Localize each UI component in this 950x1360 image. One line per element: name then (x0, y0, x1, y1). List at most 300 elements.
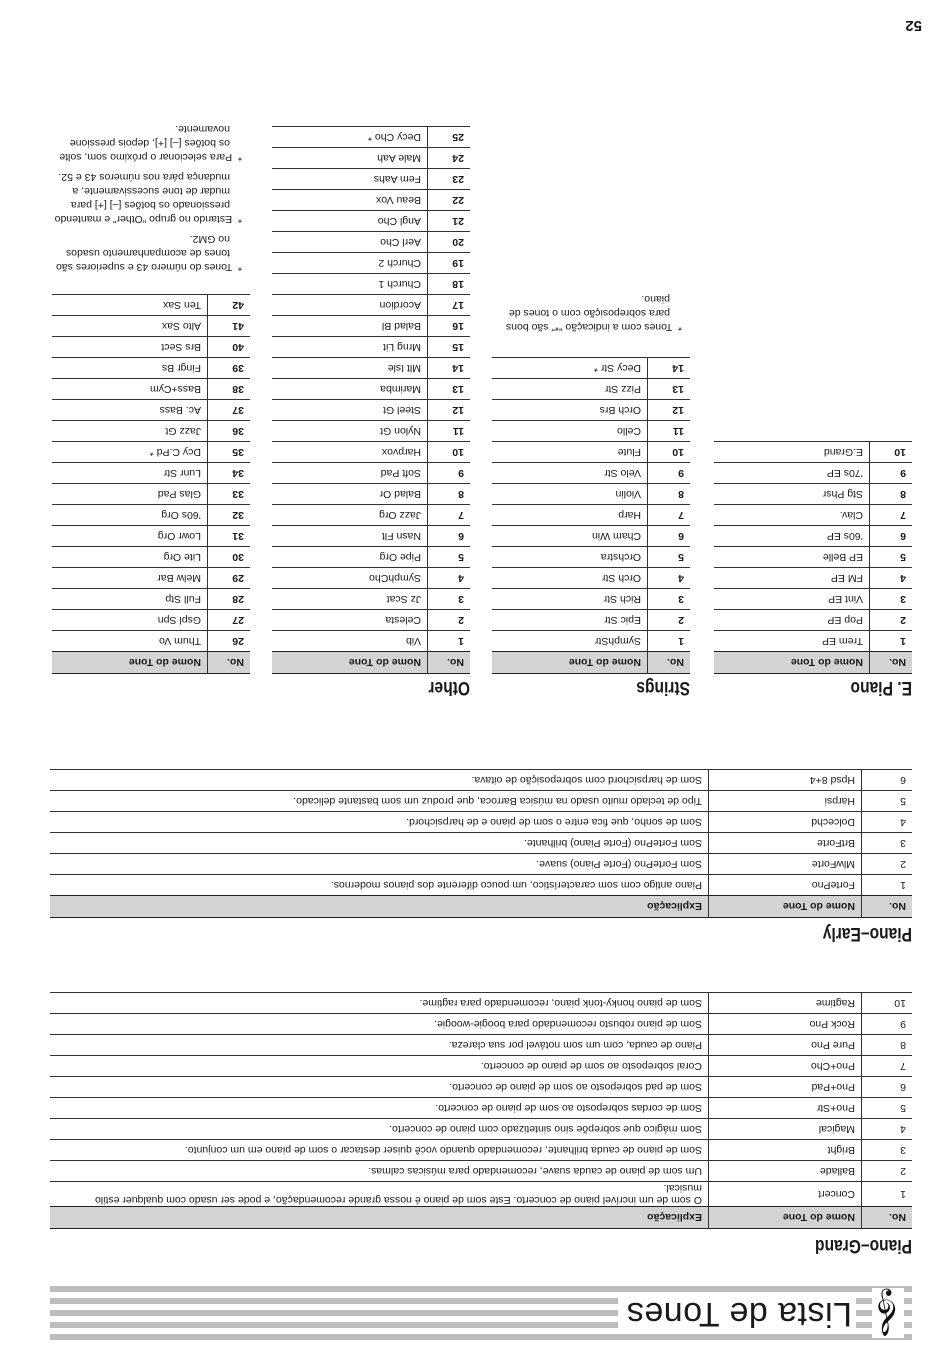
tone-name: Orch Brs (492, 400, 648, 421)
tone-name: Church 2 (272, 253, 428, 274)
table-row (272, 610, 470, 631)
section-title-other: Other (428, 677, 470, 698)
tone-description: Piano de cauda, com um som notável por sua clareza. (50, 1035, 709, 1056)
tone-number: 15 (428, 337, 471, 358)
tone-name: Jazz Org (272, 505, 428, 526)
tone-name: Melw Bar (52, 568, 208, 589)
tone-name: SymphCho (272, 568, 428, 589)
column-header-no: No. (862, 1207, 913, 1229)
table-row (492, 400, 690, 421)
tone-number: 35 (208, 442, 251, 463)
tone-number: 31 (208, 526, 251, 547)
tone-number: 23 (428, 169, 471, 190)
footnote: * Para selecionar o próximo som, solte os botões [–] [+], depois pressione novamente. (59, 123, 242, 163)
tone-number: 4 (862, 812, 913, 833)
banner-stripe (50, 1286, 912, 1292)
tone-number: 5 (648, 547, 691, 568)
tone-number: 1 (428, 631, 471, 652)
table-row (52, 568, 250, 589)
tone-name: Pno+Str (709, 1098, 862, 1119)
column-header-name: Nome do Tone (709, 1207, 862, 1229)
tone-number: 2 (428, 610, 471, 631)
page-number: 52 (905, 17, 922, 34)
tone-name: Hpsd 8+4 (709, 770, 862, 791)
tone-name: Mlt Isle (272, 358, 428, 379)
tone-number: 13 (428, 379, 471, 400)
tone-name: SymphStr (492, 631, 648, 652)
tone-number: 24 (428, 148, 471, 169)
tone-name: Full Stp (52, 589, 208, 610)
tone-name: Trem EP (714, 631, 870, 652)
tone-name: Dcy C.Pd * (52, 442, 208, 463)
table-row (272, 127, 470, 148)
table-row (50, 770, 912, 791)
tone-description: Som de pad sobreposto ao som de piano de concerto. (50, 1077, 709, 1098)
tone-name: Bass+Cym (52, 379, 208, 400)
other-table-continued (52, 294, 250, 674)
tone-name: Angl Cho (272, 211, 428, 232)
section-title-e-piano: E. Piano (850, 677, 912, 698)
column-header-name: Nome do Tone (709, 896, 862, 918)
table-row (492, 610, 690, 631)
tone-number: 4 (428, 568, 471, 589)
tone-number: 12 (648, 400, 691, 421)
table-row (52, 316, 250, 337)
section-title-piano-early: Piano–Early (822, 923, 912, 944)
tone-name: Ragtime (709, 993, 862, 1014)
tone-name: Vint EP (714, 589, 870, 610)
table-row (272, 253, 470, 274)
tone-number: 3 (648, 589, 691, 610)
tone-name: Magical (709, 1119, 862, 1140)
tone-name: Vib (272, 631, 428, 652)
tone-number: 6 (862, 1077, 913, 1098)
tone-number: 42 (208, 295, 251, 316)
tone-name: Pipe Org (272, 547, 428, 568)
tone-name: Mrng Lit (272, 337, 428, 358)
tone-name: Harpvox (272, 442, 428, 463)
tone-number: 13 (648, 379, 691, 400)
tone-number: 19 (428, 253, 471, 274)
table-row (272, 505, 470, 526)
table-row (272, 211, 470, 232)
tone-number: 11 (648, 421, 691, 442)
tone-description: Um som de piano de cauda suave, recomendado para músicas calmas. (50, 1161, 709, 1182)
tone-name: Orch Str (492, 568, 648, 589)
table-row (714, 505, 912, 526)
table-row (50, 833, 912, 854)
tone-name: FortePno (709, 875, 862, 896)
tone-number: 1 (648, 631, 691, 652)
tone-name: Male Aah (272, 148, 428, 169)
section-title-strings: Strings (636, 677, 690, 698)
tone-number: 3 (870, 589, 913, 610)
tone-number: 1 (862, 875, 913, 896)
table-row (272, 547, 470, 568)
tone-number: 26 (208, 631, 251, 652)
table-row (50, 1161, 912, 1182)
tone-number: 5 (862, 1098, 913, 1119)
table-row (492, 463, 690, 484)
table-row (50, 1182, 912, 1207)
tone-name: FM EP (714, 568, 870, 589)
tone-number: 20 (428, 232, 471, 253)
footnote-text: Tones com a indicação “*” são bons para sobreposição com o tones de piano. (505, 293, 673, 333)
tone-name: Ten Sax (52, 295, 208, 316)
tone-name: Nasn Flt (272, 526, 428, 547)
strings-footnote: * Tones com a indicação “*” são bons para sobreposição com o tones de piano. (505, 293, 682, 333)
tone-number: 30 (208, 547, 251, 568)
tone-name: Violin (492, 484, 648, 505)
tone-name: Jazz Gt (52, 421, 208, 442)
tone-name: Church 1 (272, 274, 428, 295)
tone-description: Tipo de teclado muito usado na música Barroca, que produz um som bastante delicado. (50, 791, 709, 812)
tone-name: ’60s Org (52, 505, 208, 526)
table-row (272, 295, 470, 316)
tone-name: Decy Str * (492, 358, 648, 379)
tone-name: Acordion (272, 295, 428, 316)
footnote-text: Estando no grupo “Other” e mantendo pressionado os botões [–] [+] para mudar de tone sucessivamente, a mudança pára nos números 43 e 52. (54, 171, 233, 225)
tone-name: MlwForte (709, 854, 862, 875)
tone-number: 10 (428, 442, 471, 463)
tone-number: 33 (208, 484, 251, 505)
table-row (492, 505, 690, 526)
table-row (52, 295, 250, 316)
tone-number: 22 (428, 190, 471, 211)
tone-name: Lunr Str (52, 463, 208, 484)
tone-number: 3 (428, 589, 471, 610)
tone-number: 9 (428, 463, 471, 484)
table-row (714, 589, 912, 610)
tone-number: 5 (870, 547, 913, 568)
tone-number: 1 (870, 631, 913, 652)
treble-clef-icon: 𝄞 (872, 1288, 904, 1338)
tone-number: 10 (870, 442, 913, 463)
tone-number: 6 (862, 770, 913, 791)
tone-description: Som mágico que sobrepõe sino sintetizado com piano de concerto. (50, 1119, 709, 1140)
tone-name: Bright (709, 1140, 862, 1161)
table-row (272, 358, 470, 379)
table-row (272, 337, 470, 358)
tone-name: Lite Org (52, 547, 208, 568)
table-row (52, 526, 250, 547)
tone-name: Pop EP (714, 610, 870, 631)
table-row (50, 812, 912, 833)
tone-number: 12 (428, 400, 471, 421)
column-header-name: Nome do Tone (714, 652, 870, 674)
column-header-no: No. (870, 652, 913, 674)
table-row (492, 547, 690, 568)
tone-number: 37 (208, 400, 251, 421)
table-row (50, 1098, 912, 1119)
tone-name: Aerl Cho (272, 232, 428, 253)
tone-number: 9 (870, 463, 913, 484)
table-row (492, 526, 690, 547)
table-row (492, 442, 690, 463)
tone-number: 11 (428, 421, 471, 442)
table-row (714, 484, 912, 505)
tone-description: Coral sobreposto ao som de piano de concerto. (50, 1056, 709, 1077)
table-row (272, 589, 470, 610)
tone-name: ’60s EP (714, 526, 870, 547)
table-row (272, 379, 470, 400)
tone-number: 36 (208, 421, 251, 442)
table-row (714, 610, 912, 631)
tone-name: Flute (492, 442, 648, 463)
tone-number: 6 (428, 526, 471, 547)
column-header-no: No. (862, 896, 913, 918)
tone-number: 14 (648, 358, 691, 379)
table-row (714, 568, 912, 589)
table-row (714, 463, 912, 484)
tone-name: Stg Phsr (714, 484, 870, 505)
tone-number: 16 (428, 316, 471, 337)
table-row (492, 568, 690, 589)
table-row (272, 442, 470, 463)
tone-number: 9 (648, 463, 691, 484)
tone-description: Som de harpsichord com sobreposição de oitava. (50, 770, 709, 791)
section-title-piano-grand: Piano–Grand (815, 1235, 912, 1256)
table-row (52, 547, 250, 568)
tone-number: 38 (208, 379, 251, 400)
tone-name: Rich Str (492, 589, 648, 610)
table-row (50, 1014, 912, 1035)
tone-description: Som de sonho, que fica entre o som de piano e de harpsichord. (50, 812, 709, 833)
piano-early-table (50, 769, 912, 918)
table-row (50, 1119, 912, 1140)
tone-number: 2 (862, 854, 913, 875)
tone-name: Orchstra (492, 547, 648, 568)
column-header-name: Nome do Tone (492, 652, 648, 674)
other-footnotes (54, 116, 242, 274)
footnote-text: Para selecionar o próximo som, solte os botões [–] [+], depois pressione novamente. (59, 123, 233, 163)
tone-name: Ac. Bass (52, 400, 208, 421)
column-header-description: Explicação (50, 896, 709, 918)
tone-description: Som FortePno (Forte Piano) brilhante. (50, 833, 709, 854)
banner-stripe (50, 1334, 912, 1340)
tone-name: BrtForte (709, 833, 862, 854)
column-header-no: No. (208, 652, 251, 674)
tone-number: 7 (862, 1056, 913, 1077)
tone-number: 28 (208, 589, 251, 610)
footnote-text: Tones do número 43 e superiores são tones de acompanhamento usados no GM2. (55, 233, 233, 273)
tone-number: 2 (870, 610, 913, 631)
tone-number: 2 (862, 1161, 913, 1182)
tone-number: 32 (208, 505, 251, 526)
tone-number: 8 (648, 484, 691, 505)
column-header-no: No. (428, 652, 471, 674)
tone-name: Gspl Spn (52, 610, 208, 631)
footnote: * Tones do número 43 e superiores são tones de acompanhamento usados no GM2. (55, 233, 242, 273)
table-row (52, 589, 250, 610)
table-row (52, 610, 250, 631)
table-row (272, 484, 470, 505)
tone-name: Steel Gt (272, 400, 428, 421)
table-row (272, 148, 470, 169)
table-row (272, 274, 470, 295)
tone-number: 5 (428, 547, 471, 568)
table-row (272, 568, 470, 589)
tone-number: 4 (648, 568, 691, 589)
tone-name: Velo Str (492, 463, 648, 484)
tone-name: Dolcechd (709, 812, 862, 833)
tone-number: 7 (428, 505, 471, 526)
table-row (52, 358, 250, 379)
tone-description: Som de piano robusto recomendado para boogie-woogie. (50, 1014, 709, 1035)
tone-number: 6 (648, 526, 691, 547)
tone-number: 8 (428, 484, 471, 505)
tone-number: 34 (208, 463, 251, 484)
column-header-name: Nome do Tone (272, 652, 428, 674)
table-row (50, 854, 912, 875)
tone-name: Soft Pad (272, 463, 428, 484)
tone-number: 3 (862, 1140, 913, 1161)
tone-name: Rock Pno (709, 1014, 862, 1035)
table-row (272, 190, 470, 211)
tone-description: Piano antigo com som característico, um pouco diferente dos pianos modernos. (50, 875, 709, 896)
tone-number: 21 (428, 211, 471, 232)
e-piano-table (714, 441, 912, 674)
table-row (52, 505, 250, 526)
table-row (50, 791, 912, 812)
tone-description: Som de piano de cauda brilhante, recomendado quando você quiser destacar o som de piano em um conjunto. (50, 1140, 709, 1161)
table-row (50, 875, 912, 896)
tone-number: 3 (862, 833, 913, 854)
tone-name: Celesta (272, 610, 428, 631)
tone-number: 27 (208, 610, 251, 631)
tone-name: Cello (492, 421, 648, 442)
tone-number: 18 (428, 274, 471, 295)
page-title: Lista de Tones (618, 1294, 856, 1334)
tone-name: Ballade (709, 1161, 862, 1182)
tone-number: 10 (862, 993, 913, 1014)
tone-description: Som FortePno (Forte Piano) suave. (50, 854, 709, 875)
tone-description: Som de piano honky-tonk piano, recomendado para ragtime. (50, 993, 709, 1014)
tone-number: 6 (870, 526, 913, 547)
table-row (714, 526, 912, 547)
tone-description: Som de cordas sobreposto ao som de piano de concerto. (50, 1098, 709, 1119)
tone-name: Epic Str (492, 610, 648, 631)
table-row (272, 463, 470, 484)
table-row (50, 1056, 912, 1077)
table-row (272, 631, 470, 652)
column-header-description: Explicação (50, 1207, 709, 1229)
tone-name: Decy Cho * (272, 127, 428, 148)
table-row (492, 421, 690, 442)
tone-number: 39 (208, 358, 251, 379)
tone-name: Balad Or (272, 484, 428, 505)
column-header-no: No. (648, 652, 691, 674)
tone-name: Concert (709, 1182, 862, 1207)
other-table (272, 126, 470, 674)
tone-number: 14 (428, 358, 471, 379)
table-row (52, 337, 250, 358)
tone-number: 7 (648, 505, 691, 526)
table-row (272, 232, 470, 253)
tone-number: 8 (870, 484, 913, 505)
tone-name: Beau Vox (272, 190, 428, 211)
table-row (272, 526, 470, 547)
table-row (492, 379, 690, 400)
table-row (52, 484, 250, 505)
table-row (50, 993, 912, 1014)
table-row (272, 316, 470, 337)
table-row (52, 442, 250, 463)
tone-number: 4 (870, 568, 913, 589)
tone-name: Fem Aahs (272, 169, 428, 190)
tone-number: 40 (208, 337, 251, 358)
tone-number: 1 (862, 1182, 913, 1207)
tone-description: O som de um incrível piano de concerto. Este som de piano é nossa grande recomendação, e pode ser usado com qualquer estilo musical. (50, 1182, 709, 1207)
tone-number: 4 (862, 1119, 913, 1140)
table-row (52, 400, 250, 421)
table-row (52, 463, 250, 484)
tone-number: 8 (862, 1035, 913, 1056)
table-row (714, 547, 912, 568)
tone-name: E.Grand (714, 442, 870, 463)
column-header-name: Nome do Tone (52, 652, 208, 674)
footnote: * Estando no grupo “Other” e mantendo pressionado os botões [–] [+] para mudar de tone sucessivamente, a mudança pára nos números 43 e 52. (54, 171, 242, 225)
tone-name: Alto Sax (52, 316, 208, 337)
tone-number: 41 (208, 316, 251, 337)
tone-number: 5 (862, 791, 913, 812)
tone-name: Lowr Org (52, 526, 208, 547)
table-row (714, 631, 912, 652)
tone-name: Pure Pno (709, 1035, 862, 1056)
table-row (492, 631, 690, 652)
piano-grand-table (50, 992, 912, 1229)
page-banner (50, 1286, 912, 1340)
table-row (272, 169, 470, 190)
table-row (714, 442, 912, 463)
table-row (492, 589, 690, 610)
tone-name: Marimba (272, 379, 428, 400)
tone-name: Jz Scat (272, 589, 428, 610)
tone-name: Balad Bl (272, 316, 428, 337)
tone-number: 10 (648, 442, 691, 463)
tone-name: Harpsi (709, 791, 862, 812)
tone-number: 17 (428, 295, 471, 316)
tone-number: 25 (428, 127, 471, 148)
tone-name: ’70s EP (714, 463, 870, 484)
tone-name: Nylon Gt (272, 421, 428, 442)
tone-name: Thum Vo (52, 631, 208, 652)
tone-name: Glas Pad (52, 484, 208, 505)
tone-name: Pno+Pad (709, 1077, 862, 1098)
tone-name: Clav. (714, 505, 870, 526)
table-row (492, 484, 690, 505)
table-row (52, 631, 250, 652)
table-row (50, 1140, 912, 1161)
tone-number: 9 (862, 1014, 913, 1035)
table-row (272, 421, 470, 442)
table-row (492, 358, 690, 379)
tone-name: Cham Win (492, 526, 648, 547)
tone-name: Brs Sect (52, 337, 208, 358)
table-row (52, 379, 250, 400)
tone-number: 29 (208, 568, 251, 589)
strings-table (492, 357, 690, 674)
tone-name: Pno+Cho (709, 1056, 862, 1077)
table-row (52, 421, 250, 442)
table-row (272, 400, 470, 421)
table-row (50, 1035, 912, 1056)
tone-number: 2 (648, 610, 691, 631)
tone-name: Fingr Bs (52, 358, 208, 379)
table-row (50, 1077, 912, 1098)
tone-name: EP Belle (714, 547, 870, 568)
tone-name: Harp (492, 505, 648, 526)
